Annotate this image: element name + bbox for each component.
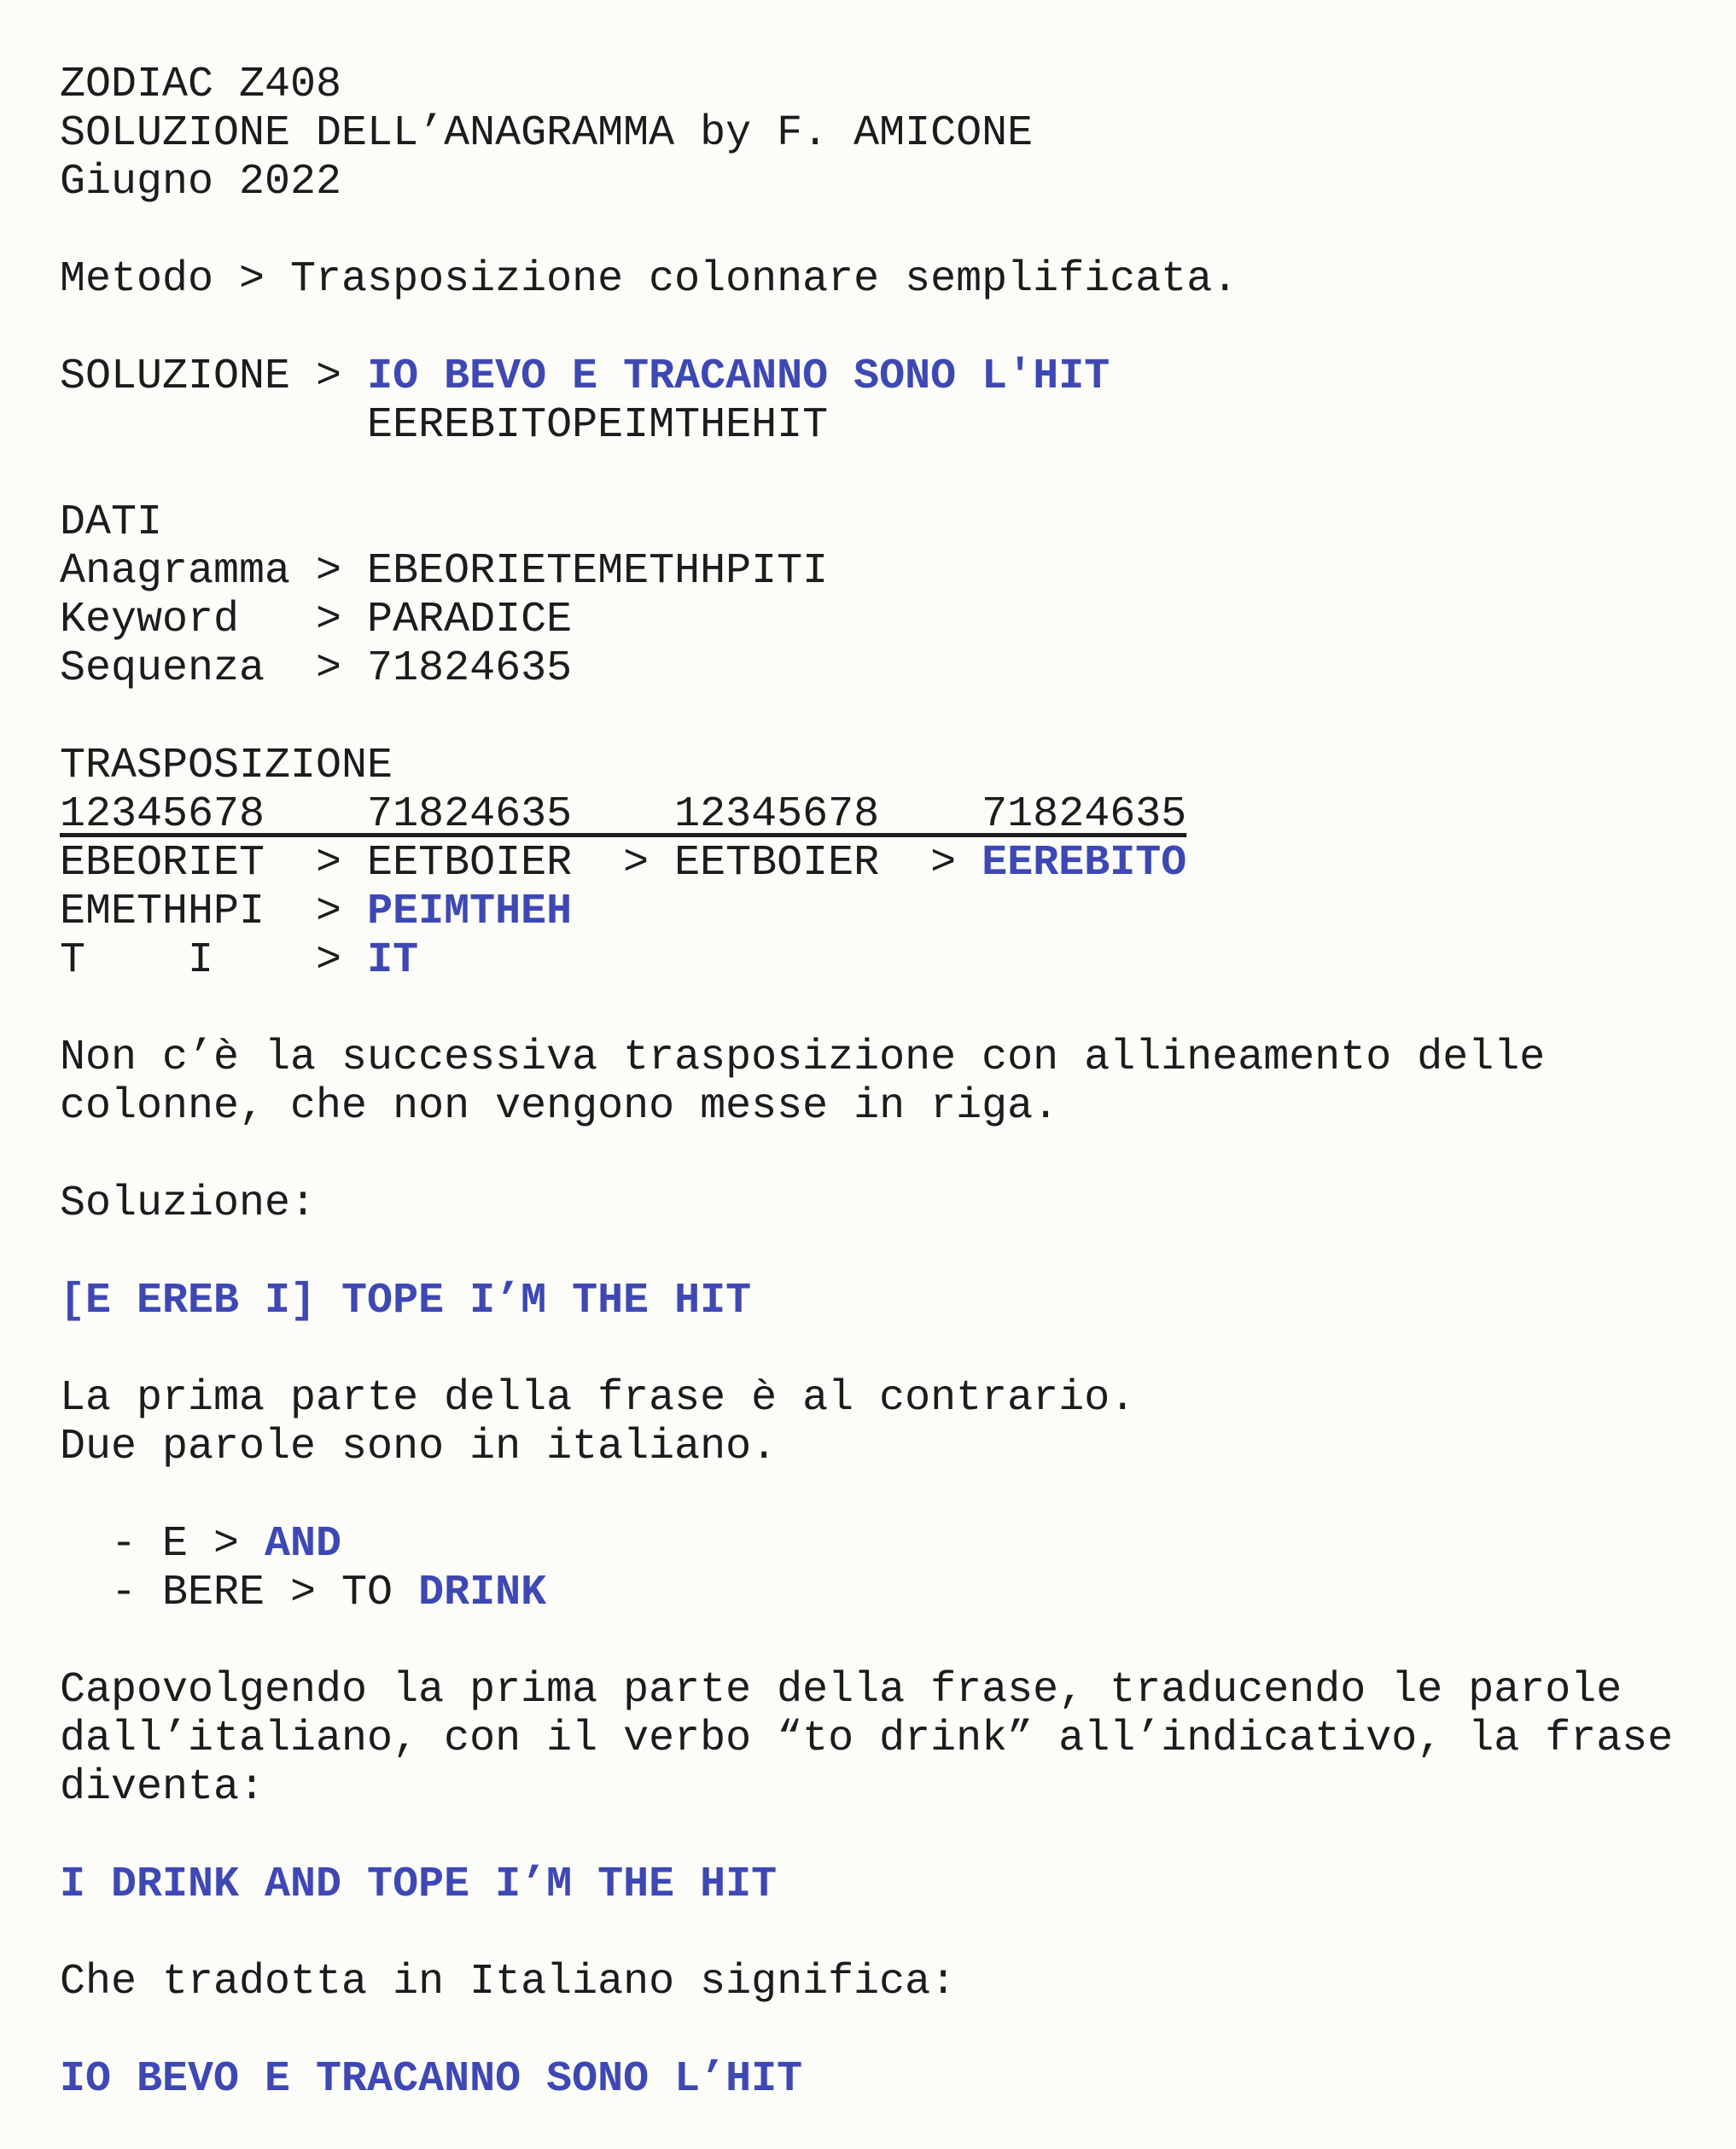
list-item-bere-segment: - BERE > TO <box>60 1569 419 1617</box>
solution-raw-line <box>60 1277 1710 1325</box>
keyword-row-segment: Keyword > PARADICE <box>60 596 573 644</box>
blank-line <box>60 693 1710 742</box>
paragraph-line-1-segment: Capovolgendo la prima parte della frase, traducendo le parole <box>60 1666 1622 1715</box>
table-row-3 <box>60 936 1710 985</box>
blank-line <box>60 1228 1710 1277</box>
blank-line-segment <box>60 1617 85 1666</box>
date-line <box>60 158 1710 207</box>
table-header-row <box>60 790 1710 839</box>
blank-line-segment <box>60 2006 85 2055</box>
title-line-segment: ZODIAC Z408 <box>60 61 342 109</box>
solution-header-line-segment: SOLUZIONE > <box>60 352 368 401</box>
blank-line-segment <box>60 1131 85 1179</box>
table-row-2-segment: PEIMTHEH <box>367 888 573 936</box>
blank-line <box>60 2006 1710 2055</box>
blank-line <box>60 1812 1710 1861</box>
blank-line-segment <box>60 1471 85 1520</box>
table-row-1-segment: EEREBITO <box>982 839 1187 888</box>
subtitle-line-segment: SOLUZIONE DELL’ANAGRAMMA by F. AMICONE <box>60 109 1034 158</box>
blank-line <box>60 1617 1710 1666</box>
explanation-line-1 <box>60 1374 1710 1423</box>
paragraph-line-1 <box>60 1666 1710 1715</box>
subtitle-line <box>60 109 1710 158</box>
blank-line <box>60 1131 1710 1179</box>
method-line-segment: Metodo > Trasposizione colonnare semplificata. <box>60 255 1238 304</box>
list-item-bere-segment: DRINK <box>418 1569 547 1617</box>
blank-line-segment <box>60 1325 85 1374</box>
blank-line <box>60 207 1710 255</box>
explanation-line-1-segment: La prima parte della frase è al contrario. <box>60 1374 1136 1423</box>
blank-line-segment <box>60 450 85 498</box>
solution-header-line <box>60 352 1710 401</box>
table-row-2-segment: EMETHHPI > <box>60 888 368 936</box>
table-row-1-segment: EBEORIET > EETBOIER > EETBOIER > <box>60 839 982 888</box>
solution-english-line <box>60 1861 1710 1909</box>
blank-line-segment <box>60 1228 85 1277</box>
solution-header-line-segment: IO BEVO E TRACANNO SONO L'HIT <box>367 352 1110 401</box>
table-row-1 <box>60 839 1710 888</box>
closing-line <box>60 1958 1710 2006</box>
solution-raw-line-segment: [E EREB I] TOPE I’M THE HIT <box>60 1277 752 1325</box>
blank-line <box>60 1471 1710 1520</box>
blank-line-segment <box>60 1909 85 1958</box>
anagram-string-line-segment: EEREBITOPEIMTHEHIT <box>60 401 829 450</box>
soluzione-label-line <box>60 1179 1710 1228</box>
method-line <box>60 255 1710 304</box>
trasposizione-heading <box>60 742 1710 790</box>
blank-line-segment <box>60 304 85 352</box>
table-row-3-segment: IT <box>367 936 419 985</box>
blank-line-segment <box>60 985 85 1034</box>
blank-line <box>60 450 1710 498</box>
anagramma-row-segment: Anagramma > EBEORIETEMETHHPITI <box>60 547 829 596</box>
note-line-1-segment: Non c’è la successiva trasposizione con allineamento delle <box>60 1034 1546 1082</box>
list-item-bere <box>60 1569 1710 1617</box>
paragraph-line-2-segment: dall’italiano, con il verbo “to drink” all’indicativo, la frase <box>60 1715 1674 1763</box>
note-line-2-segment: colonne, che non vengono messe in riga. <box>60 1082 1059 1131</box>
table-header-row-segment: 12345678 71824635 12345678 71824635 <box>60 790 1187 839</box>
keyword-row <box>60 596 1710 644</box>
list-item-e-segment: AND <box>265 1520 342 1569</box>
paragraph-line-3 <box>60 1763 1710 1812</box>
anagramma-row <box>60 547 1710 596</box>
sequenza-row-segment: Sequenza > 71824635 <box>60 644 573 693</box>
dati-heading-line <box>60 498 1710 547</box>
blank-line-segment <box>60 693 85 742</box>
paragraph-line-2 <box>60 1715 1710 1763</box>
blank-line <box>60 304 1710 352</box>
note-line-2 <box>60 1082 1710 1131</box>
dati-heading-line-segment: DATI <box>60 498 163 547</box>
solution-italian-line-segment: IO BEVO E TRACANNO SONO L’HIT <box>60 2055 803 2104</box>
closing-line-segment: Che tradotta in Italiano significa: <box>60 1958 957 2006</box>
anagram-string-line <box>60 401 1710 450</box>
explanation-line-2 <box>60 1423 1710 1471</box>
list-item-e-segment: - E > <box>60 1520 265 1569</box>
soluzione-label-line-segment: Soluzione: <box>60 1179 317 1228</box>
list-item-e <box>60 1520 1710 1569</box>
blank-line <box>60 1909 1710 1958</box>
date-line-segment: Giugno 2022 <box>60 158 342 207</box>
note-line-1 <box>60 1034 1710 1082</box>
blank-line-segment <box>60 1812 85 1861</box>
table-row-2 <box>60 888 1710 936</box>
blank-line <box>60 985 1710 1034</box>
paragraph-line-3-segment: diventa: <box>60 1763 265 1812</box>
table-row-3-segment: T I > <box>60 936 368 985</box>
trasposizione-heading-segment: TRASPOSIZIONE <box>60 742 393 790</box>
blank-line <box>60 1325 1710 1374</box>
explanation-line-2-segment: Due parole sono in italiano. <box>60 1423 778 1471</box>
solution-italian-line <box>60 2055 1710 2104</box>
solution-english-line-segment: I DRINK AND TOPE I’M THE HIT <box>60 1861 778 1909</box>
title-line <box>60 61 1710 109</box>
sequenza-row <box>60 644 1710 693</box>
blank-line-segment <box>60 207 85 255</box>
